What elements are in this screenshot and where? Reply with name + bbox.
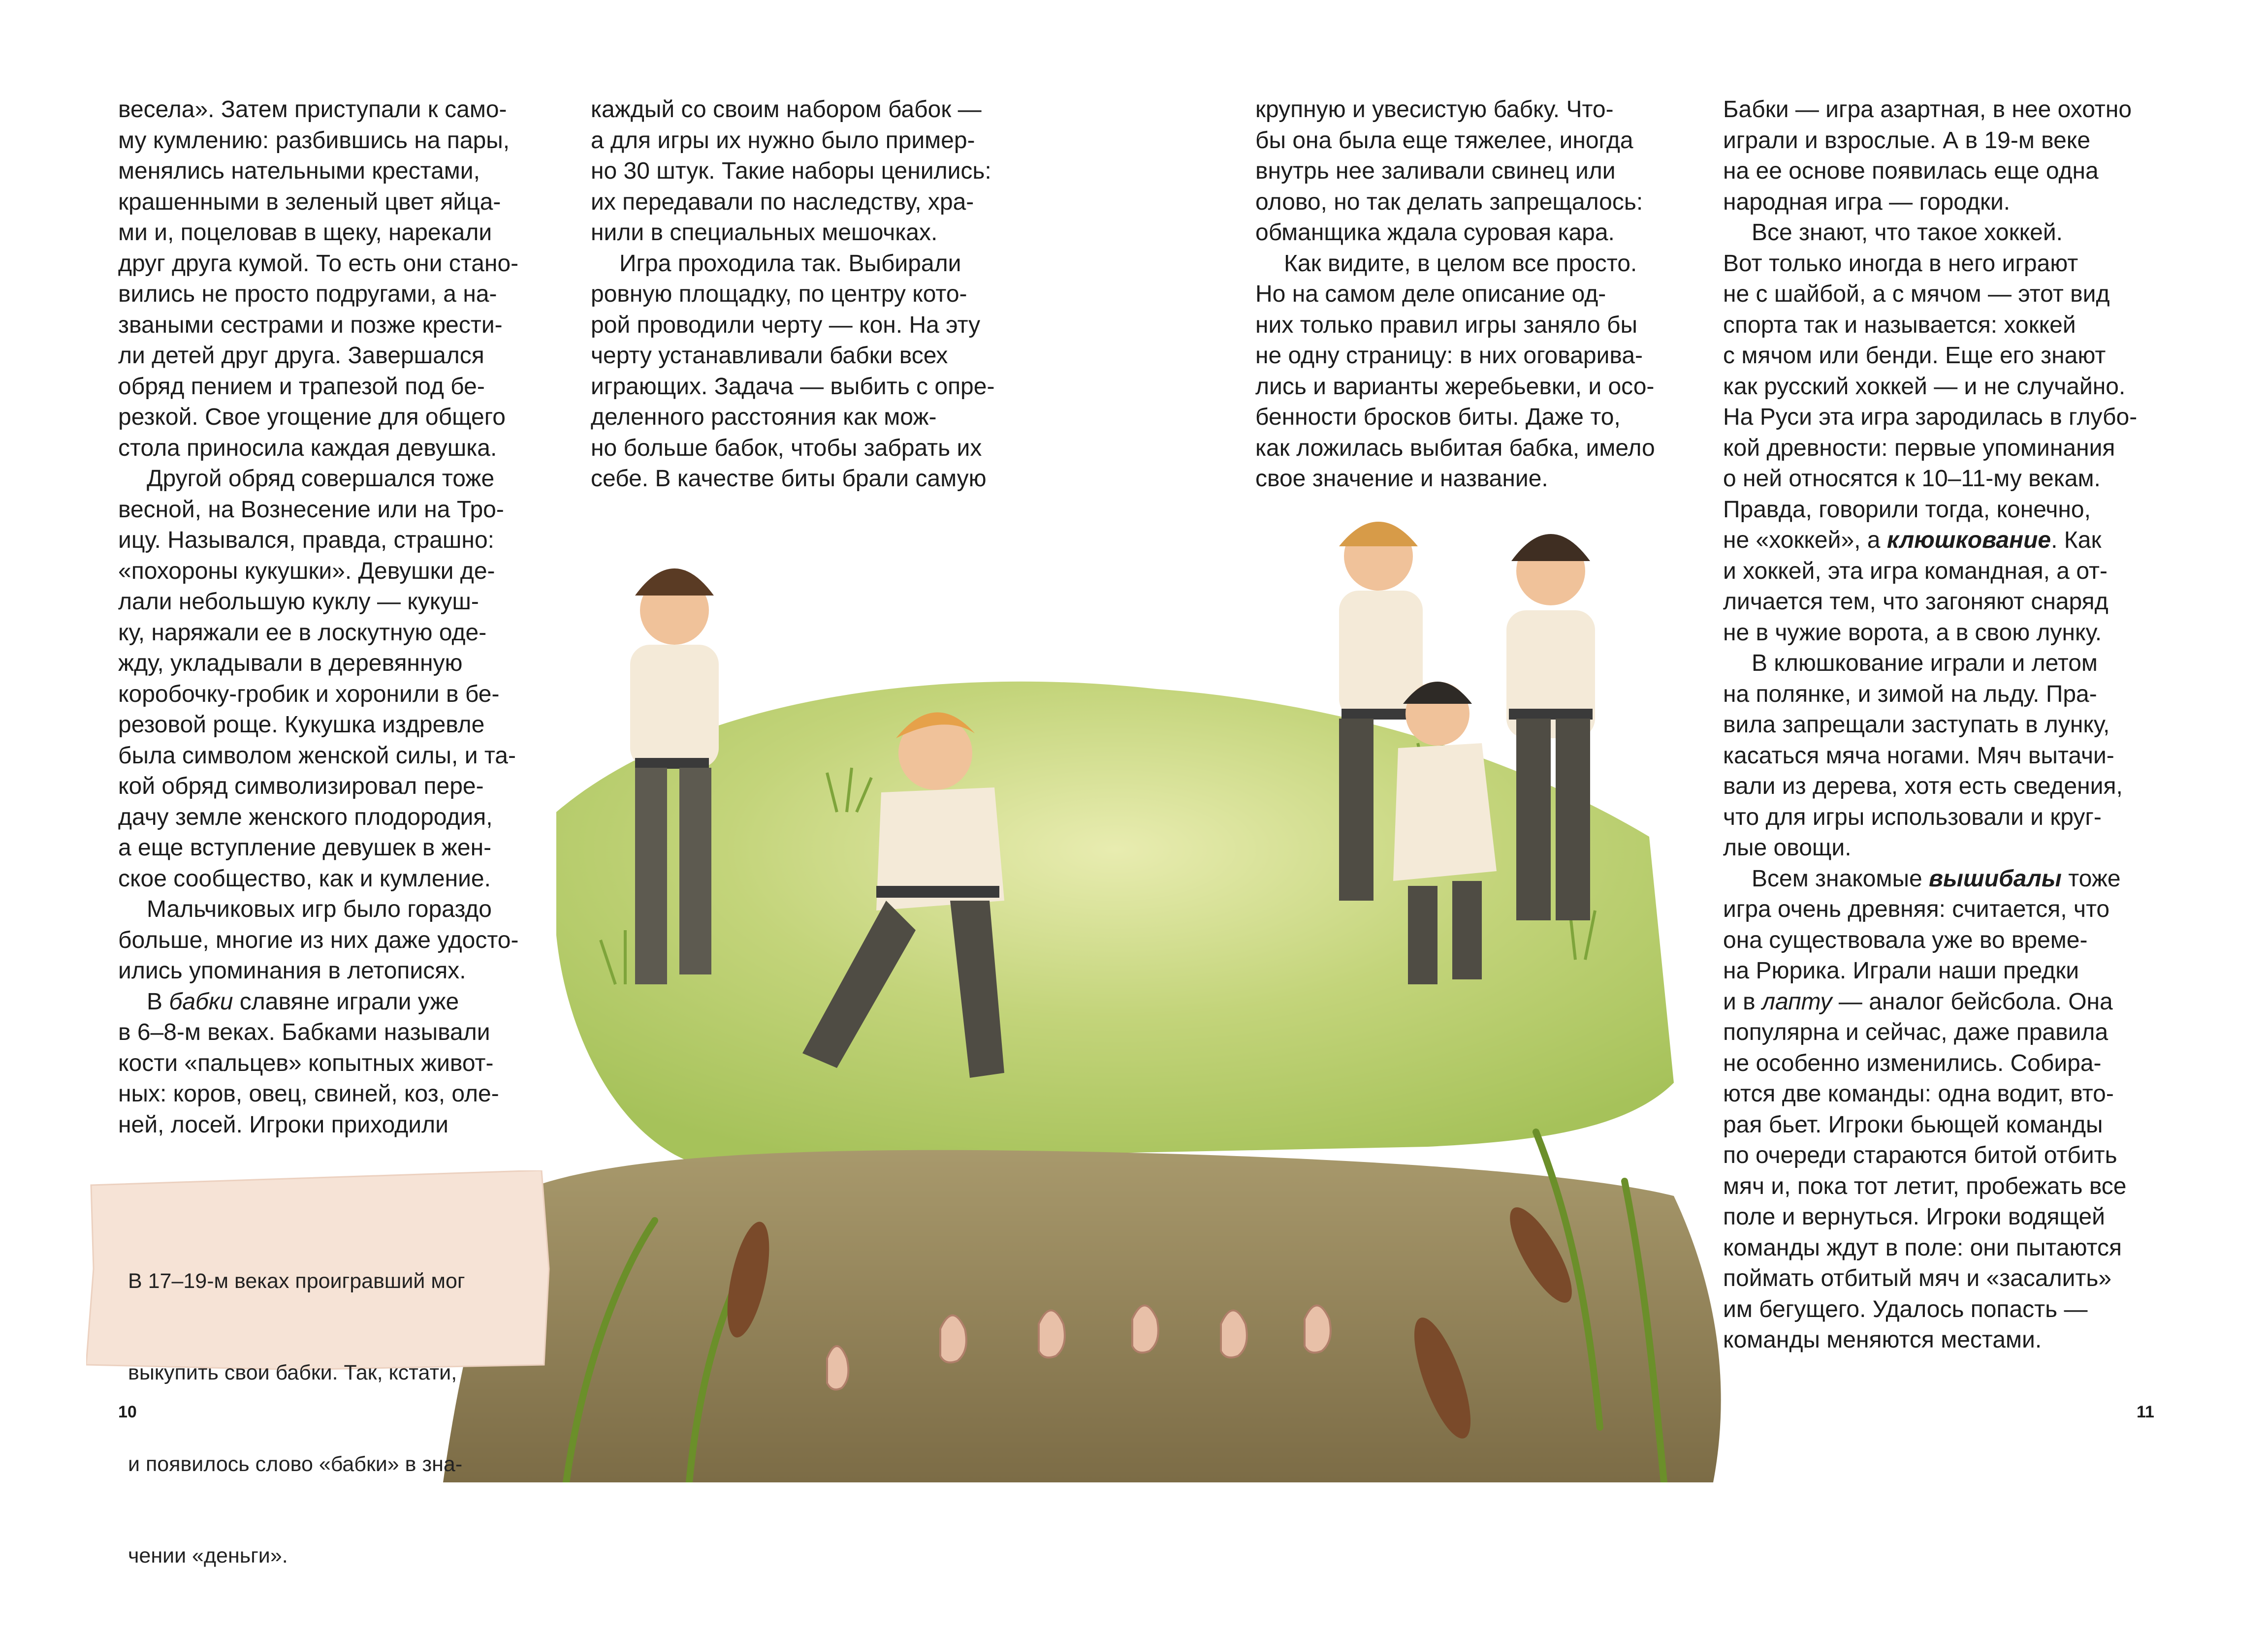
text-segment: ных: коров, овец, свиней, коз, оле- — [118, 1081, 499, 1107]
text-segment: ней, лосей. Игроки приходили — [118, 1111, 448, 1138]
text-line — [591, 187, 994, 218]
text-segment: не с шайбой, а с мячом — этот вид — [1723, 281, 2110, 307]
text-line — [1723, 1294, 2137, 1325]
text-segment: лали небольшую куклу — кукуш- — [118, 589, 479, 615]
text-line — [1723, 1233, 2137, 1264]
text-line — [1723, 925, 2137, 956]
text-line — [118, 156, 518, 187]
text-line — [1723, 187, 2137, 218]
text-line — [1723, 1079, 2137, 1110]
text-line — [1723, 433, 2137, 464]
text-segment: крупную и увесистую бабку. Что- — [1255, 96, 1614, 123]
text-line — [1723, 1171, 2137, 1202]
text-segment: бы она была еще тяжелее, иногда — [1255, 127, 1633, 154]
text-segment: их передавали по наследству, хра- — [591, 188, 974, 215]
text-line — [1723, 1325, 2137, 1356]
text-line — [1723, 987, 2137, 1018]
text-segment: на Рюрика. Играли наши предки — [1723, 958, 2079, 984]
text-segment: а для игры их нужно было пример- — [591, 127, 975, 154]
text-line — [1723, 771, 2137, 802]
text-segment: каждый со своим набором бабок — — [591, 96, 982, 123]
text-segment: тоже — [2061, 865, 2121, 892]
text-segment: Правда, говорили тогда, конечно, — [1723, 496, 2091, 523]
text-line — [1255, 310, 1655, 341]
text-segment: вились не просто подругами, а на- — [118, 281, 497, 307]
text-line — [118, 249, 518, 280]
text-segment: дачу земле женского плодородия, — [118, 804, 493, 830]
text-segment: кости «пальцев» копытных живот- — [118, 1050, 494, 1076]
text-line — [1723, 94, 2137, 126]
text-segment: Игра проходила так. Выбирали — [619, 250, 961, 277]
text-line — [1255, 341, 1655, 372]
emphasized-term: вышибалы — [1929, 865, 2062, 892]
text-line — [1723, 618, 2137, 649]
text-line — [1255, 433, 1655, 464]
text-segment: что для игры использовали и круг- — [1723, 804, 2102, 830]
text-segment: кой обряд символизировал пере- — [118, 773, 484, 799]
text-line — [1723, 372, 2137, 403]
text-segment: вила запрещали заступать в лунку, — [1723, 712, 2110, 738]
text-segment: но больше бабок, чтобы забрать их — [591, 435, 982, 461]
text-segment: Бабки — игра азартная, в нее охотно — [1723, 96, 2132, 123]
text-segment: с мячом или бенди. Еще его знают — [1723, 343, 2106, 369]
text-segment: ское сообщество, как и кумление. — [118, 865, 491, 892]
text-line — [118, 925, 518, 956]
emphasized-term: бабки — [169, 988, 233, 1015]
text-line — [118, 556, 518, 587]
text-line — [1255, 249, 1655, 280]
text-segment: лись и варианты жеребьевки, и осо- — [1255, 373, 1655, 400]
text-segment: — аналог бейсбола. Она — [1832, 988, 2113, 1015]
text-line — [1723, 894, 2137, 925]
text-segment: поймать отбитый мяч и «засалить» — [1723, 1265, 2112, 1291]
text-segment: весела». Затем приступали к само- — [118, 96, 507, 123]
text-line — [1723, 956, 2137, 987]
emphasized-term: лапту — [1761, 988, 1832, 1015]
text-line — [1723, 864, 2137, 895]
text-line — [1723, 1263, 2137, 1294]
text-line — [1723, 1017, 2137, 1048]
text-line — [118, 464, 518, 495]
text-line — [118, 864, 518, 895]
right-page-column-2 — [1723, 94, 2137, 1356]
text-segment: больше, многие из них даже удосто- — [118, 927, 519, 953]
text-segment: свое значение и название. — [1255, 466, 1548, 492]
text-line — [1723, 648, 2137, 679]
text-line — [118, 956, 518, 987]
text-line — [118, 1110, 518, 1141]
text-segment: народная игра — городки. — [1723, 188, 2011, 215]
text-line — [591, 94, 994, 126]
note-line: чении «деньги». — [128, 1544, 288, 1568]
text-line — [118, 402, 518, 433]
text-line — [118, 648, 518, 679]
text-line — [118, 618, 518, 649]
text-segment: них только правил игры заняло бы — [1255, 312, 1637, 338]
text-line — [118, 94, 518, 126]
left-page-column-1 — [118, 94, 518, 1140]
text-segment: внутрь нее заливали свинец или — [1255, 158, 1616, 184]
text-segment: ицу. Назывался, правда, страшно: — [118, 527, 494, 553]
text-segment: резкой. Свое угощение для общего — [118, 404, 506, 430]
text-segment: популярна и сейчас, даже правила — [1723, 1019, 2108, 1045]
text-segment: как ложилась выбитая бабка, имело — [1255, 435, 1655, 461]
text-segment: в 6–8-м веках. Бабками называли — [118, 1019, 490, 1045]
text-line — [1723, 833, 2137, 864]
text-segment: и хоккей, эта игра командная, а от- — [1723, 558, 2108, 584]
text-line — [118, 372, 518, 403]
text-segment: жду, укладывали в деревянную — [118, 650, 463, 676]
text-line — [1723, 741, 2137, 772]
text-line — [1255, 156, 1655, 187]
text-segment: команды ждут в поле: они пытаются — [1723, 1234, 2122, 1261]
text-segment: весной, на Вознесение или на Тро- — [118, 496, 504, 523]
text-segment: ли детей друг друга. Завершался — [118, 343, 484, 369]
text-segment: Мальчиковых игр было гораздо — [147, 896, 492, 922]
text-segment: . Как — [2051, 527, 2102, 553]
text-segment: славяне играли уже — [233, 988, 459, 1015]
note-line: выкупить свои бабки. Так, кстати, — [128, 1361, 457, 1384]
text-line — [118, 802, 518, 833]
text-segment: а еще вступление девушек в жен- — [118, 835, 492, 861]
text-line — [118, 279, 518, 310]
text-line — [118, 679, 518, 710]
text-line — [118, 187, 518, 218]
note-text — [128, 1205, 465, 1632]
text-segment: «похороны кукушки». Девушки де- — [118, 558, 495, 584]
text-segment: играющих. Задача — выбить с опре- — [591, 373, 995, 400]
text-segment: личается тем, что загоняют снаряд — [1723, 589, 2108, 615]
text-line — [591, 156, 994, 187]
text-line — [591, 341, 994, 372]
text-segment: по очереди стараются битой отбить — [1723, 1142, 2117, 1168]
text-line — [1255, 94, 1655, 126]
text-segment: Как видите, в целом все просто. — [1284, 250, 1637, 277]
text-line — [1723, 341, 2137, 372]
text-segment: не в чужие ворота, а в свою лунку. — [1723, 619, 2102, 646]
text-line — [591, 433, 994, 464]
text-segment: поле и вернуться. Игроки водящей — [1723, 1204, 2105, 1230]
text-line — [591, 372, 994, 403]
text-line — [1723, 1110, 2137, 1141]
text-segment: Все знают, что такое хоккей. — [1752, 220, 2063, 246]
text-segment: ровную площадку, по центру кото- — [591, 281, 967, 307]
text-line — [1723, 556, 2137, 587]
text-segment: нили в специальных мешочках. — [591, 220, 938, 246]
text-segment: ются две команды: одна водит, вто- — [1723, 1081, 2114, 1107]
text-line — [1255, 372, 1655, 403]
text-segment: рая бьет. Игроки бьющей команды — [1723, 1111, 2103, 1138]
text-line — [118, 833, 518, 864]
text-segment: ми и, поцеловав в щеку, нарекали — [118, 220, 492, 246]
text-segment: резовой роще. Кукушка издревле — [118, 712, 485, 738]
text-segment: зваными сестрами и позже крести- — [118, 312, 503, 338]
text-segment: ились упоминания в летописях. — [118, 958, 466, 984]
text-segment: касаться мяча ногами. Мяч вытачи- — [1723, 742, 2114, 769]
text-line — [118, 525, 518, 556]
text-segment: Всем знакомые — [1752, 865, 1929, 892]
text-segment: обманщика ждала суровая кара. — [1255, 220, 1615, 246]
text-line — [1723, 310, 2137, 341]
text-segment: вали из дерева, хотя есть сведения, — [1723, 773, 2123, 799]
text-line — [1255, 279, 1655, 310]
page-number-right: 11 — [2137, 1403, 2154, 1421]
text-line — [118, 433, 518, 464]
text-segment: игра очень древняя: считается, что — [1723, 896, 2110, 922]
text-segment: она существовала уже во време- — [1723, 927, 2088, 953]
text-line — [591, 249, 994, 280]
text-segment: не «хоккей», а — [1723, 527, 1887, 553]
text-segment: не особенно изменились. Собира- — [1723, 1050, 2102, 1076]
text-segment: олово, но так делать запрещалось: — [1255, 188, 1643, 215]
emphasized-term: клюшкование — [1886, 527, 2051, 553]
text-line — [1723, 679, 2137, 710]
text-segment: черту устанавливали бабки всех — [591, 343, 948, 369]
text-line — [591, 126, 994, 157]
text-segment: себе. В качестве биты брали самую — [591, 466, 987, 492]
text-line — [118, 587, 518, 618]
text-segment: На Руси эта игра зародилась в глубо- — [1723, 404, 2138, 430]
text-segment: кой древности: первые упоминания — [1723, 435, 2115, 461]
text-segment: бенности бросков биты. Даже то, — [1255, 404, 1621, 430]
text-line — [1723, 279, 2137, 310]
right-page-column-1 — [1255, 94, 1655, 495]
text-line — [1723, 126, 2137, 157]
text-segment: коробочку-гробик и хоронили в бе- — [118, 681, 500, 707]
text-line — [1723, 1140, 2137, 1171]
text-segment: обряд пением и трапезой под бе- — [118, 373, 485, 400]
text-line — [118, 1079, 518, 1110]
text-segment: В — [147, 988, 169, 1015]
text-line — [1723, 495, 2137, 526]
text-segment: деленного расстояния как мож- — [591, 404, 937, 430]
text-line — [118, 771, 518, 802]
text-line — [118, 310, 518, 341]
text-line — [1723, 249, 2137, 280]
text-segment: играли и взрослые. А в 19-м веке — [1723, 127, 2091, 154]
text-line — [1723, 525, 2137, 556]
text-segment: как русский хоккей — и не случайно. — [1723, 373, 2126, 400]
text-segment: Но на самом деле описание од- — [1255, 281, 1606, 307]
text-segment: мяч и, пока тот летит, пробежать все — [1723, 1173, 2127, 1199]
text-segment: рой проводили черту — кон. На эту — [591, 312, 981, 338]
text-segment: Другой обряд совершался тоже — [147, 466, 495, 492]
text-line — [118, 894, 518, 925]
text-line — [1723, 710, 2137, 741]
text-segment: стола приносила каждая девушка. — [118, 435, 497, 461]
text-line — [118, 1017, 518, 1048]
text-line — [591, 464, 994, 495]
text-segment: но 30 штук. Такие наборы ценились: — [591, 158, 991, 184]
text-line — [118, 987, 518, 1018]
text-segment: и в — [1723, 988, 1762, 1015]
text-line — [1255, 402, 1655, 433]
note-line: В 17–19-м веках проигравший мог — [128, 1269, 465, 1293]
text-line — [118, 341, 518, 372]
text-segment: крашенными в зеленый цвет яйца- — [118, 188, 501, 215]
text-segment: на ее основе появилась еще одна — [1723, 158, 2099, 184]
text-line — [1255, 464, 1655, 495]
text-segment: им бегущего. Удалось попасть — — [1723, 1296, 2088, 1322]
text-segment: о ней относятся к 10–11-му векам. — [1723, 466, 2101, 492]
text-line — [118, 741, 518, 772]
text-segment: друг друга кумой. То есть они стано- — [118, 250, 519, 277]
text-line — [1255, 126, 1655, 157]
text-segment: В клюшкование играли и летом — [1752, 650, 2098, 676]
text-line — [118, 1048, 518, 1079]
text-line — [1723, 1202, 2137, 1233]
text-line — [118, 218, 518, 249]
text-line — [1255, 187, 1655, 218]
text-segment: Вот только иногда в него играют — [1723, 250, 2078, 277]
text-segment: му кумлению: разбившись на пары, — [118, 127, 510, 154]
text-line — [1723, 464, 2137, 495]
text-line — [1723, 402, 2137, 433]
text-segment: команды меняются местами. — [1723, 1327, 2042, 1353]
text-line — [591, 218, 994, 249]
text-line — [591, 279, 994, 310]
text-line — [1723, 1048, 2137, 1079]
text-segment: на полянке, и зимой на льду. Пра- — [1723, 681, 2097, 707]
note-line: и появилось слово «бабки» в зна- — [128, 1452, 463, 1476]
left-page-column-2 — [591, 94, 994, 495]
text-line — [1255, 218, 1655, 249]
text-segment: не одну страницу: в них оговарива- — [1255, 343, 1643, 369]
text-segment: была символом женской силы, и та- — [118, 742, 516, 769]
text-line — [1723, 587, 2137, 618]
text-line — [1723, 218, 2137, 249]
text-line — [591, 310, 994, 341]
text-line — [1723, 802, 2137, 833]
text-segment: спорта так и называется: хоккей — [1723, 312, 2076, 338]
text-segment: лые овощи. — [1723, 835, 1852, 861]
page-number-left: 10 — [118, 1403, 137, 1421]
text-line — [118, 126, 518, 157]
text-line — [591, 402, 994, 433]
text-line — [118, 495, 518, 526]
text-segment: менялись нательными крестами, — [118, 158, 480, 184]
text-line — [1723, 156, 2137, 187]
text-line — [118, 710, 518, 741]
text-segment: ку, наряжали ее в лоскутную оде- — [118, 619, 487, 646]
